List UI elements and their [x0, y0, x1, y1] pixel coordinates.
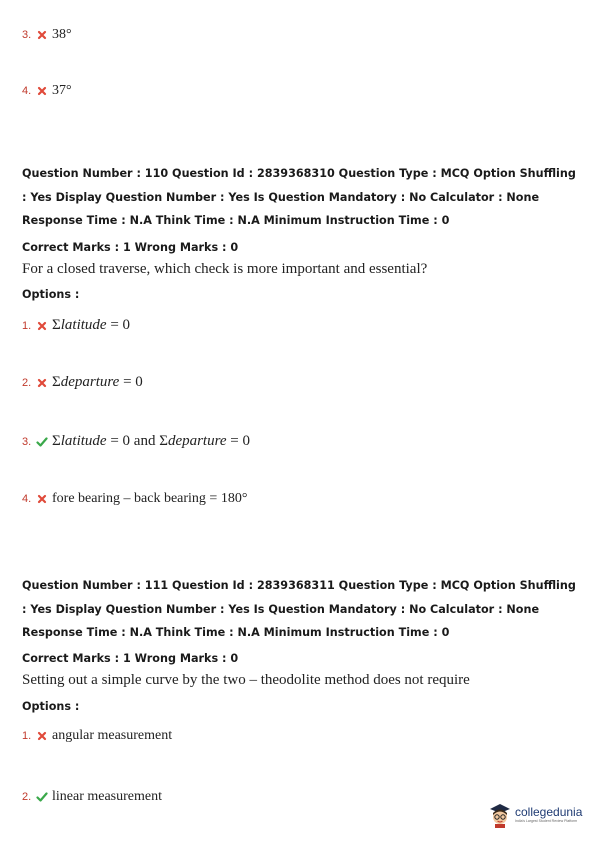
question-text: For a closed traverse, which check is more important and essential? [22, 261, 428, 277]
option-number: 3. [22, 435, 32, 448]
formula-term: departure [167, 433, 227, 449]
option-1 [22, 317, 130, 334]
option-number: 1. [22, 730, 32, 742]
option-formula [52, 374, 143, 391]
check-icon [36, 791, 48, 803]
formula-term: latitude [60, 317, 107, 333]
logo-tagline: India's Largest Student Review Platform [515, 819, 578, 823]
option-text: 37° [52, 83, 72, 98]
option-text: 38° [52, 27, 72, 42]
option-number: 4. [22, 85, 32, 97]
cross-icon [36, 320, 48, 332]
option-number: 2. [22, 791, 32, 803]
formula-term: latitude [60, 433, 107, 449]
option-1 [22, 728, 172, 744]
question-meta: Question Number : 110 Question Id : 2839368310 Question Type : MCQ Option Shuffling : Yes Display Question Number : Yes Is Question Mandatory : No Calculator : None Response Time : N.A Think Time : N.A Minimum Instruction Time : 0 [22, 167, 576, 227]
sigma-symbol: Σ [159, 433, 168, 449]
question-meta: Question Number : 111 Question Id : 2839368311 Question Type : MCQ Option Shuffling : Yes Display Question Number : Yes Is Question Mandatory : No Calculator : None Response Time : N.A Think Time : N.A Minimum Instruction Time : 0 [22, 579, 576, 639]
formula-rest: = 0 [106, 317, 131, 333]
formula-conjunction: and [130, 433, 160, 449]
options-label: Options : [22, 288, 80, 301]
option-text: linear measurement [52, 789, 163, 804]
question-text: Setting out a simple curve by the two – theodolite method does not require [22, 672, 470, 688]
sigma-symbol: Σ [52, 433, 61, 449]
formula-rest: = 0 [106, 433, 131, 449]
check-icon [36, 436, 48, 448]
sigma-symbol: Σ [52, 317, 61, 333]
option-2 [22, 374, 143, 391]
prev-option-3 [22, 27, 72, 43]
option-text: angular measurement [52, 728, 173, 743]
sigma-symbol: Σ [52, 374, 61, 390]
marks-line: Correct Marks : 1 Wrong Marks : 0 [22, 652, 239, 665]
option-3 [22, 433, 250, 450]
option-number: 1. [22, 319, 32, 332]
formula-rest: = 0 [226, 433, 251, 449]
cross-icon [36, 85, 48, 97]
marks-line: Correct Marks : 1 Wrong Marks : 0 [22, 241, 239, 254]
cross-icon [36, 377, 48, 389]
cross-icon [36, 493, 48, 505]
mascot-icon [488, 800, 512, 828]
cross-icon [36, 29, 48, 41]
option-number: 2. [22, 376, 32, 389]
option-text: fore bearing – back bearing = 180° [52, 491, 248, 506]
prev-option-4 [22, 83, 72, 99]
option-4 [22, 491, 247, 507]
cross-icon [36, 730, 48, 742]
option-number: 3. [22, 29, 32, 41]
formula-rest: = 0 [119, 374, 143, 390]
option-formula [52, 433, 250, 450]
option-formula [52, 317, 130, 334]
formula-term: departure [60, 374, 120, 390]
collegedunia-logo [488, 800, 582, 828]
option-2 [22, 789, 162, 805]
options-label: Options : [22, 700, 80, 713]
option-number: 4. [22, 493, 32, 505]
logo-name: collegedunia [515, 805, 583, 819]
